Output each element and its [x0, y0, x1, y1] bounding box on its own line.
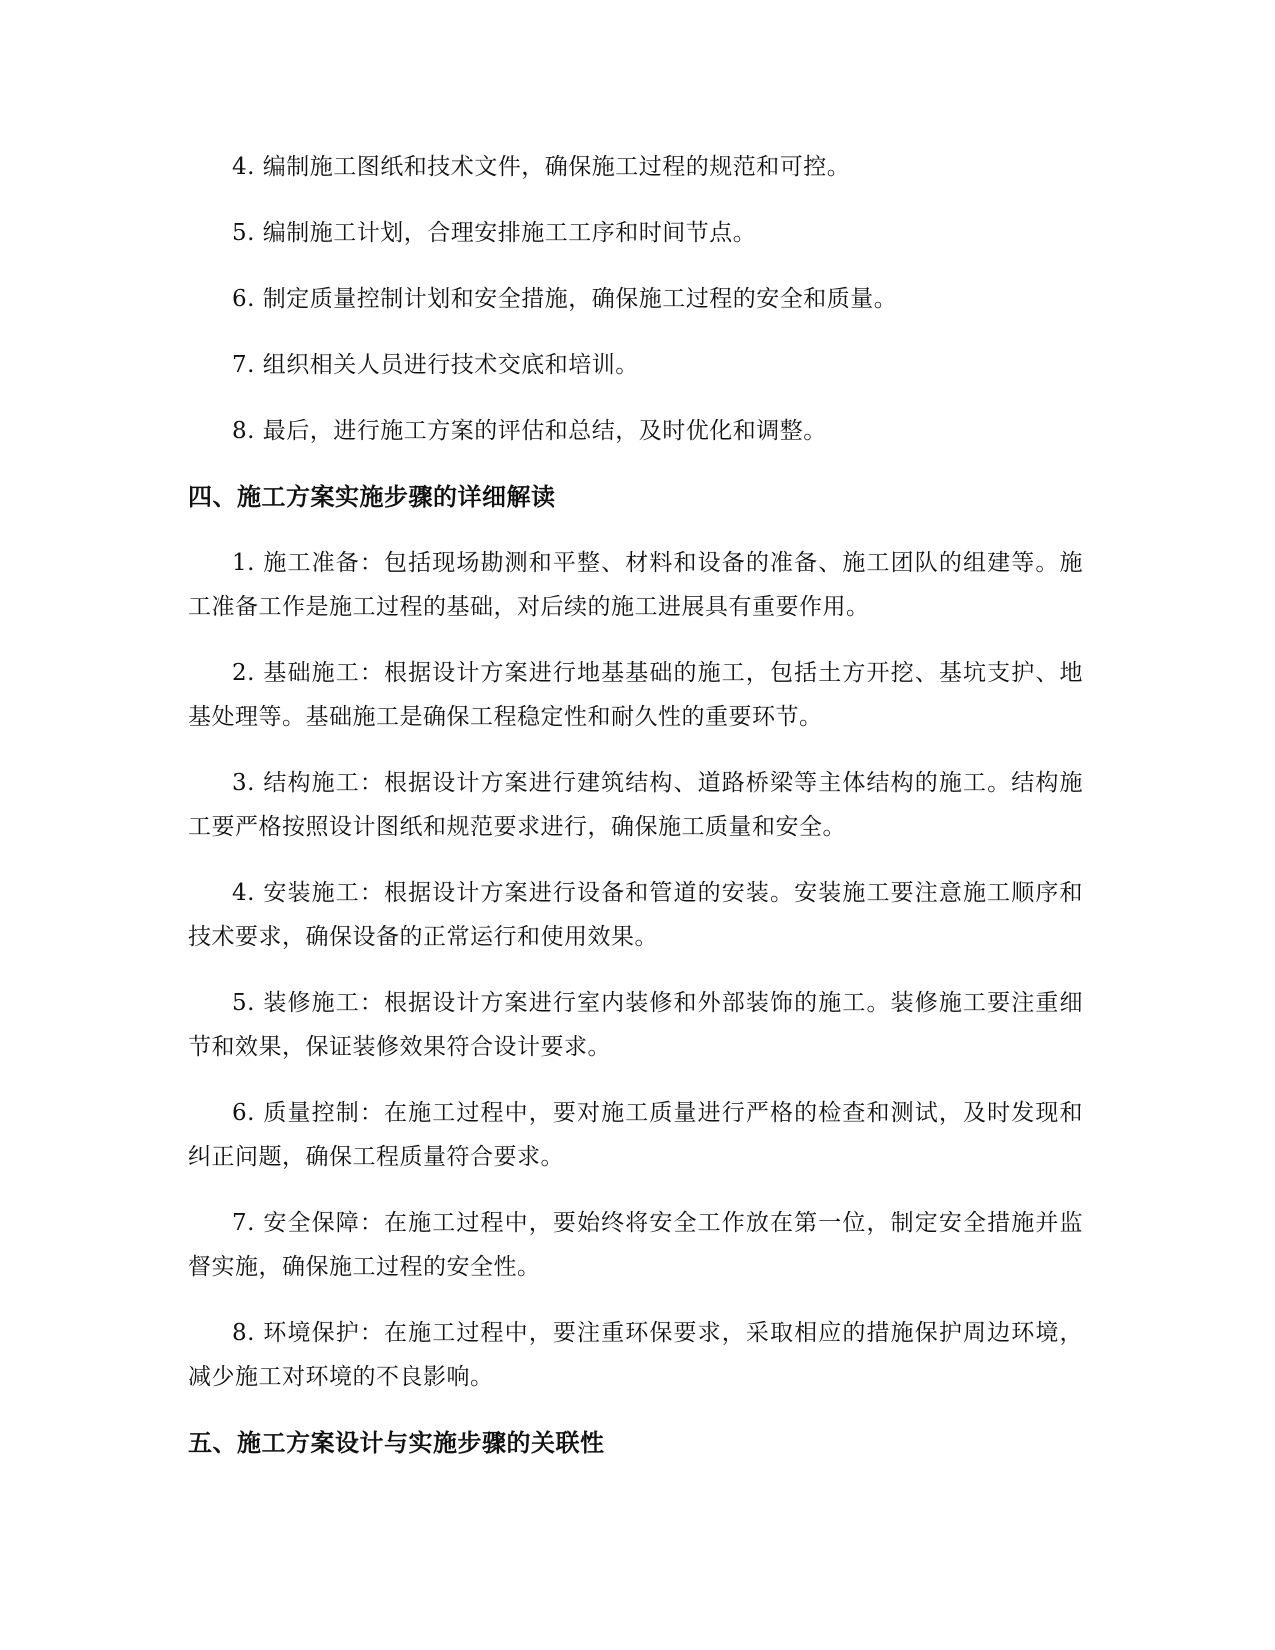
list-item: 4. 安装施工：根据设计方案进行设备和管道的安装。安装施工要注意施工顺序和技术要求，确保设备的正常运行和使用效果。 [188, 880, 1083, 950]
list-item: 2. 基础施工：根据设计方案进行地基基础的施工，包括土方开挖、基坑支护、地基处理等。基础施工是确保工程稳定性和耐久性的重要环节。 [188, 660, 1083, 730]
section-3-list [188, 145, 1083, 453]
section-4-heading: 四、施工方案实施步骤的详细解读 [188, 483, 556, 511]
list-item: 8. 最后，进行施工方案的评估和总结，及时优化和调整。 [232, 418, 827, 444]
list-item: 7. 安全保障：在施工过程中，要始终将安全工作放在第一位，制定安全措施并监督实施，确保施工过程的安全性。 [188, 1210, 1083, 1280]
list-item: 5. 编制施工计划，合理安排施工工序和时间节点。 [232, 220, 757, 246]
document-body [188, 145, 1083, 1487]
list-item: 6. 质量控制：在施工过程中，要对施工质量进行严格的检查和测试，及时发现和纠正问题，确保工程质量符合要求。 [188, 1100, 1083, 1170]
list-item: 6. 制定质量控制计划和安全措施，确保施工过程的安全和质量。 [232, 286, 898, 312]
list-item: 7. 组织相关人员进行技术交底和培训。 [232, 352, 639, 378]
section-5-heading: 五、施工方案设计与实施步骤的关联性 [188, 1429, 605, 1457]
list-item: 8. 环境保护：在施工过程中，要注重环保要求，采取相应的措施保护周边环境，减少施工对环境的不良影响。 [188, 1320, 1083, 1390]
list-item: 5. 装修施工：根据设计方案进行室内装修和外部装饰的施工。装修施工要注重细节和效果，保证装修效果符合设计要求。 [188, 990, 1083, 1060]
list-item: 4. 编制施工图纸和技术文件，确保施工过程的规范和可控。 [232, 154, 851, 180]
list-item: 1. 施工准备：包括现场勘测和平整、材料和设备的准备、施工团队的组建等。施工准备工作是施工过程的基础，对后续的施工进展具有重要作用。 [188, 550, 1083, 620]
section-4-list [188, 541, 1083, 1399]
list-item: 3. 结构施工：根据设计方案进行建筑结构、道路桥梁等主体结构的施工。结构施工要严格按照设计图纸和规范要求进行，确保施工质量和安全。 [188, 770, 1083, 840]
